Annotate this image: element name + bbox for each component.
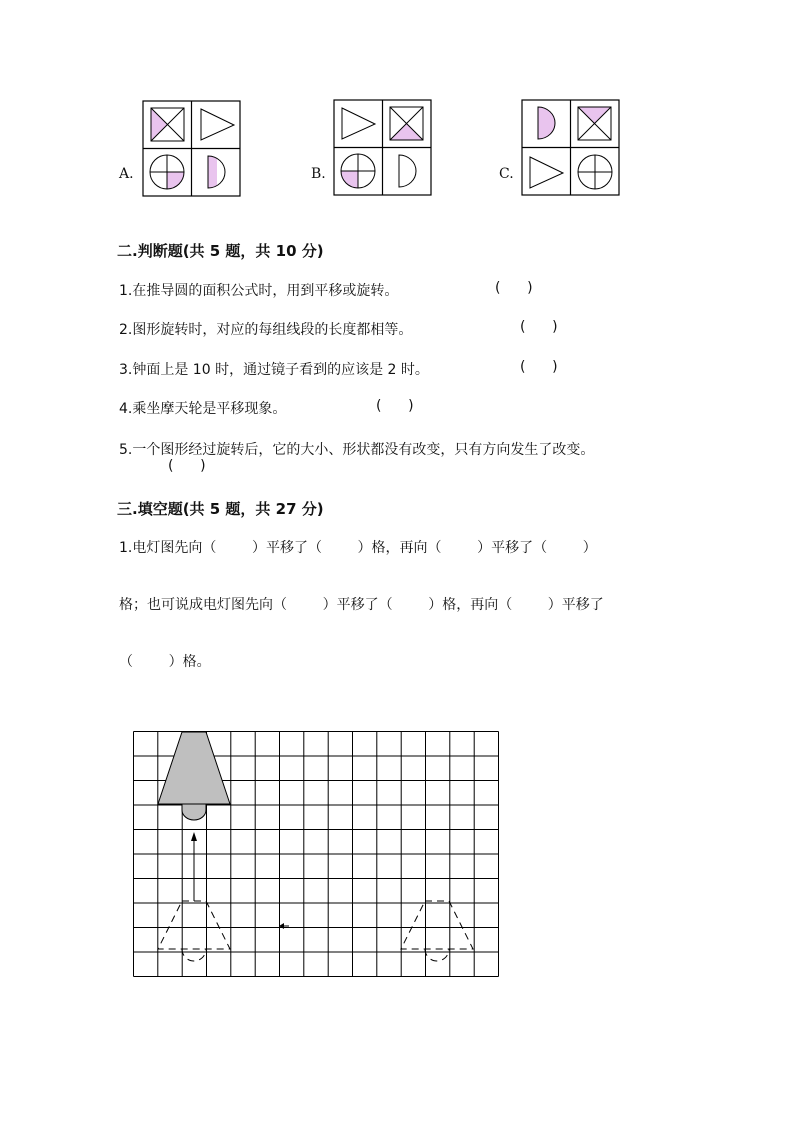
judge-item-3: 3.钟面上是 10 时，通过镜子看到的应该是 2 时。 — [119, 362, 429, 378]
half-circle-shape — [538, 107, 555, 139]
section-fill-title: 三.填空题(共 5 题，共 27 分) — [117, 500, 324, 518]
lamp-grid-figure — [133, 731, 499, 977]
square-x-shape — [578, 107, 611, 140]
triangle-shape — [201, 109, 234, 140]
triangle-shape — [530, 157, 563, 188]
square-x-shape — [151, 108, 184, 141]
option-b-figure — [333, 99, 433, 197]
lamp-original — [158, 732, 230, 820]
circle-cross-shape — [341, 154, 375, 188]
circle-cross-shape — [578, 155, 612, 189]
judge-answer-2[interactable]: ( ) — [520, 319, 558, 335]
half-circle-shape — [208, 156, 226, 188]
option-b-label: B. — [311, 166, 326, 182]
judge-answer-1[interactable]: ( ) — [495, 280, 533, 296]
fill-q1-line3: （ ）格。 — [119, 654, 211, 670]
judge-answer-4[interactable]: ( ) — [376, 398, 414, 414]
option-a-label: A. — [119, 166, 134, 182]
judge-item-5: 5.一个图形经过旋转后，它的大小、形状都没有改变，只有方向发生了改变。 — [119, 442, 595, 458]
half-circle-shape — [399, 155, 416, 187]
circle-cross-shape — [150, 155, 184, 189]
judge-item-2: 2.图形旋转时，对应的每组线段的长度都相等。 — [119, 322, 413, 338]
judge-item-1: 1.在推导圆的面积公式时，用到平移或旋转。 — [119, 283, 399, 299]
square-x-shape — [390, 107, 423, 140]
fill-q1-line1: 1.电灯图先向（ ）平移了（ ）格，再向（ ）平移了（ ） — [119, 540, 597, 556]
option-a-figure — [142, 100, 242, 198]
judge-item-4: 4.乘坐摩天轮是平移现象。 — [119, 401, 287, 417]
arrow-left — [279, 923, 289, 929]
fill-q1-line2: 格；也可说成电灯图先向（ ）平移了（ ）格，再向（ ）平移了 — [119, 597, 604, 613]
judge-answer-5[interactable]: ( ) — [168, 458, 206, 474]
triangle-shape — [342, 108, 375, 139]
section-judge-title: 二.判断题(共 5 题，共 10 分) — [117, 242, 324, 260]
arrow-up — [191, 832, 197, 901]
judge-answer-3[interactable]: ( ) — [520, 359, 558, 375]
option-c-figure — [521, 99, 621, 197]
option-c-label: C. — [499, 166, 514, 182]
